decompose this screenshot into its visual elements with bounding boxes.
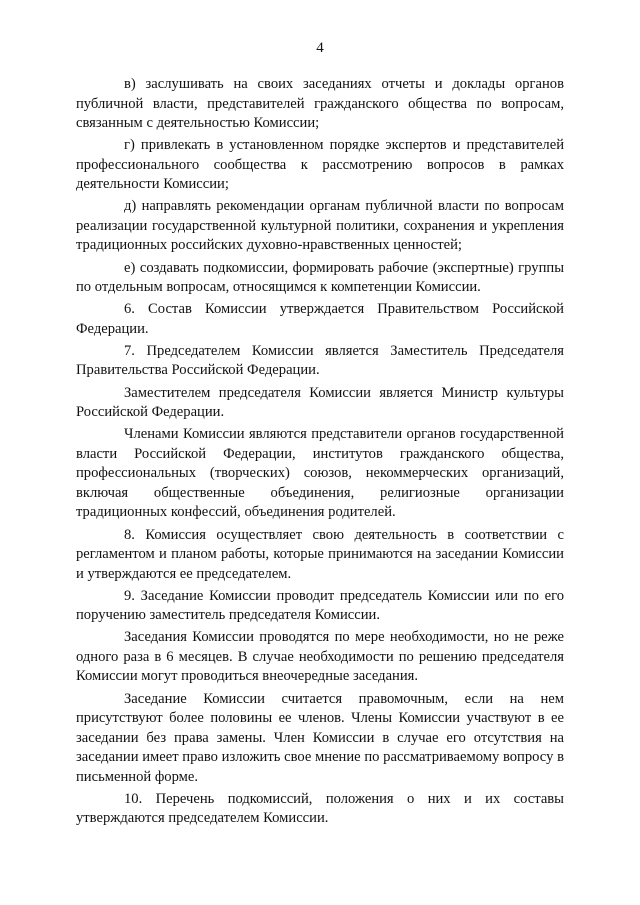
paragraph-clause-7: 7. Председателем Комиссии является Заместитель Председателя Правительства Российской Федерации. bbox=[76, 342, 564, 379]
paragraph-meeting-frequency: Заседания Комиссии проводятся по мере необходимости, но не реже одного раза в 6 месяцев. В случае необходимости по решению председателя Комиссии могут проводиться внеочередные заседания. bbox=[76, 629, 564, 685]
paragraph-item-e: е) создавать подкомиссии, формировать рабочие (экспертные) группы по отдельным вопросам, относящимся к компетенции Комиссии. bbox=[76, 259, 564, 296]
paragraph-item-v: в) заслушивать на своих заседаниях отчеты и доклады органов публичной власти, представителей гражданского общества по вопросам, связанным с деятельностью Комиссии; bbox=[76, 76, 564, 131]
paragraph-item-d: д) направлять рекомендации органам публичной власти по вопросам реализации государственной культурной политики, сохранения и укрепления традиционных российских духовно-нравственных ценностей; bbox=[76, 198, 564, 254]
paragraph-item-g: г) привлекать в установленном порядке экспертов и представителей профессионального сообщества к рассмотрению вопросов в рамках деятельности Комиссии; bbox=[76, 137, 564, 193]
paragraph-quorum: Заседание Комиссии считается правомочным, если на нем присутствуют более половины ее членов. Члены Комиссии участвуют в ее заседании без права замены. Член Комиссии в случае его отсутствия на заседании имеет право изложить свое мнение по рассматриваемому вопросу в письменной форме. bbox=[76, 690, 564, 785]
paragraph-clause-10: 10. Перечень подкомиссий, положения о них и их составы утверждаются председателем Комиссии. bbox=[76, 790, 564, 827]
document-body bbox=[76, 75, 564, 829]
paragraph-clause-9: 9. Заседание Комиссии проводит председатель Комиссии или по его поручению заместитель председателя Комиссии. bbox=[76, 587, 564, 624]
paragraph-clause-6: 6. Состав Комиссии утверждается Правительством Российской Федерации. bbox=[76, 301, 564, 337]
paragraph-deputy-chair: Заместителем председателя Комиссии является Министр культуры Российской Федерации. bbox=[76, 384, 564, 421]
paragraph-clause-8: 8. Комиссия осуществляет свою деятельность в соответствии с регламентом и планом работы, которые принимаются на заседании Комиссии и утверждаются ее председателем. bbox=[76, 526, 564, 582]
page-number: 4 bbox=[316, 40, 324, 56]
paragraph-members: Членами Комиссии являются представители органов государственной власти Российской Федерации, институтов гражданского общества, профессиональных (творческих) союзов, некоммерческих организаций, включая общественные объединения, религиозные организации традиционных конфессий, объединения родителей. bbox=[76, 426, 564, 521]
